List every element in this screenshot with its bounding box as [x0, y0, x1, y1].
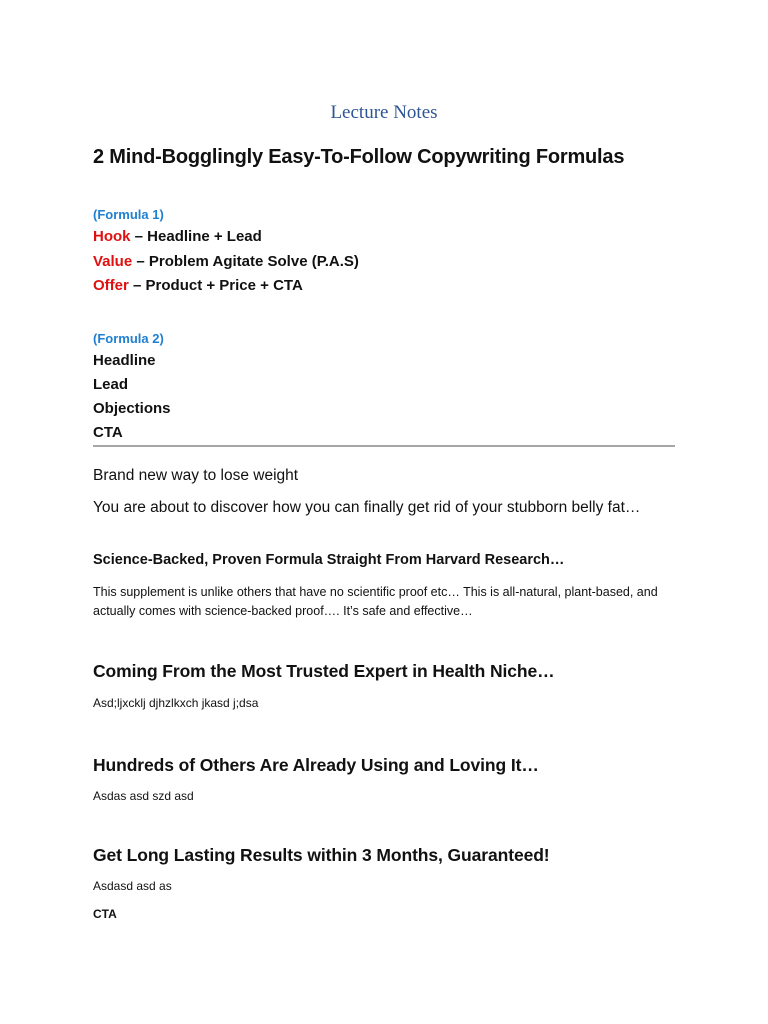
guarantee-heading: Get Long Lasting Results within 3 Months, Guaranteed!: [93, 845, 550, 865]
formula-2-item-headline: Headline: [93, 352, 156, 369]
expert-body: Asd;ljxcklj djhzlkxch jkasd j;dsa: [93, 696, 259, 710]
final-cta-label: CTA: [93, 907, 117, 921]
offer-description: – Product + Price + CTA: [128, 277, 303, 294]
main-heading: 2 Mind-Bogglingly Easy-To-Follow Copywriting Formulas: [93, 146, 625, 168]
formula-2-item-cta: CTA: [93, 424, 123, 441]
formula-2-item-objections: Objections: [93, 400, 171, 417]
guarantee-body: Asdasd asd as: [93, 879, 172, 893]
formula-1-offer-line: [93, 277, 303, 294]
example-lead: You are about to discover how you can finally get rid of your stubborn belly fat…: [93, 499, 641, 516]
document-title: Lecture Notes: [330, 102, 438, 123]
science-body: This supplement is unlike others that have no scientific proof etc… This is all-natural, plant-based, and actually comes with science-backed proof…. It’s safe and effective…: [93, 585, 658, 618]
offer-keyword: Offer: [93, 277, 129, 294]
example-headline: Brand new way to lose weight: [93, 467, 299, 484]
formula-2-label: (Formula 2): [93, 331, 164, 346]
horizontal-divider: [93, 445, 675, 447]
science-heading: Science-Backed, Proven Formula Straight From Harvard Research…: [93, 552, 565, 568]
value-keyword: Value: [93, 253, 133, 270]
others-body: Asdas asd szd asd: [93, 789, 194, 803]
hook-description: – Headline + Lead: [130, 228, 262, 245]
hook-keyword: Hook: [93, 228, 131, 245]
others-heading: Hundreds of Others Are Already Using and Loving It…: [93, 755, 539, 775]
formula-1-value-line: [93, 253, 359, 270]
expert-heading: Coming From the Most Trusted Expert in Health Niche…: [93, 661, 555, 681]
formula-1-label: (Formula 1): [93, 207, 164, 222]
value-description: – Problem Agitate Solve (P.A.S): [132, 253, 359, 270]
formula-1-hook-line: [93, 228, 262, 245]
formula-2-item-lead: Lead: [93, 376, 129, 393]
